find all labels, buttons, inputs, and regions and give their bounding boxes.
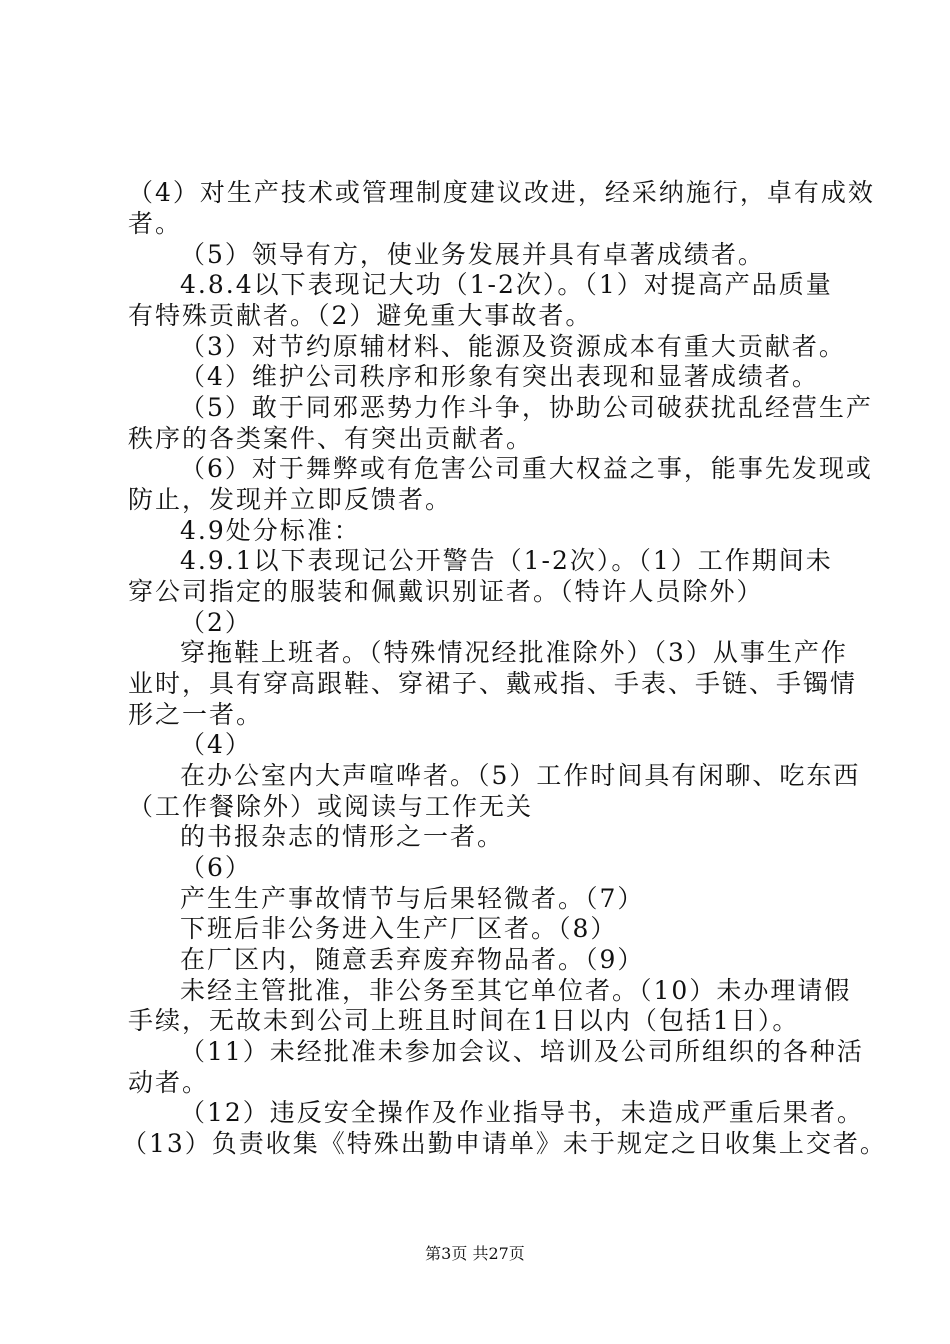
text-line: 防止，发现并立即反馈者。 xyxy=(128,485,453,514)
section-heading: 4.9处分标准： xyxy=(180,516,361,545)
text-line: 穿公司指定的服装和佩戴识别证者。（特许人员除外） xyxy=(128,577,764,606)
text-line: （13）负责收集《特殊出勤申请单》未于规定之日收集上交者。 xyxy=(122,1129,887,1158)
text-line: 产生生产事故情节与后果轻微者。（7） xyxy=(180,884,645,913)
text-line: 的书报杂志的情形之一者。 xyxy=(180,822,505,851)
text-line: 业时，具有穿高跟鞋、穿裙子、戴戒指、手表、手链、手镯情 xyxy=(128,669,858,698)
text-line: （6） xyxy=(180,853,252,882)
text-line: 有特殊贡献者。（2）避免重大事故者。 xyxy=(128,301,593,330)
text-line: （4） xyxy=(180,730,252,759)
text-line: （4）维护公司秩序和形象有突出表现和显著成绩者。 xyxy=(180,362,819,391)
text-line: （2） xyxy=(180,608,252,637)
text-line: （5）敢于同邪恶势力作斗争，协助公司破获扰乱经营生产 xyxy=(180,393,873,422)
text-line: （11）未经批准未参加会议、培训及公司所组织的各种活 xyxy=(180,1037,864,1066)
text-line: （工作餐除外）或阅读与工作无关 xyxy=(128,792,534,821)
text-line: 在办公室内大声喧哗者。（5）工作时间具有闲聊、吃东西 xyxy=(180,761,861,790)
text-line: （4）对生产技术或管理制度建议改进，经采纳施行，卓有成效 xyxy=(128,178,875,207)
page-footer xyxy=(0,1244,950,1264)
text-line: 形之一者。 xyxy=(128,700,264,729)
text-line: 未经主管批准，非公务至其它单位者。（10）未办理请假 xyxy=(180,976,852,1005)
text-line: （3）对节约原辅材料、能源及资源成本有重大贡献者。 xyxy=(180,332,846,361)
text-line: （12）违反安全操作及作业指导书，未造成严重后果者。 xyxy=(180,1098,864,1127)
text-line: 动者。 xyxy=(128,1068,210,1097)
text-line: （6）对于舞弊或有危害公司重大权益之事，能事先发现或 xyxy=(180,454,873,483)
text-line: 4.8.4以下表现记大功（1-2次）。（1）对提高产品质量 xyxy=(180,270,833,299)
text-line: 者。 xyxy=(128,209,183,238)
text-line: 穿拖鞋上班者。（特殊情况经批准除外）（3）从事生产作 xyxy=(180,638,848,667)
page-number-label: 第3页 共27页 xyxy=(425,1244,525,1263)
text-line: 下班后非公务进入生产厂区者。（8） xyxy=(180,914,618,943)
text-line: （5）领导有方，使业务发展并具有卓著成绩者。 xyxy=(180,240,765,269)
text-line: 手续，无故未到公司上班且时间在1日以内（包括1日）。 xyxy=(128,1006,800,1035)
text-line: 4.9.1以下表现记公开警告（1-2次）。（1）工作期间未 xyxy=(180,546,833,575)
text-line: 秩序的各类案件、有突出贡献者。 xyxy=(128,424,534,453)
text-line: 在厂区内，随意丢弃废弃物品者。（9） xyxy=(180,945,645,974)
